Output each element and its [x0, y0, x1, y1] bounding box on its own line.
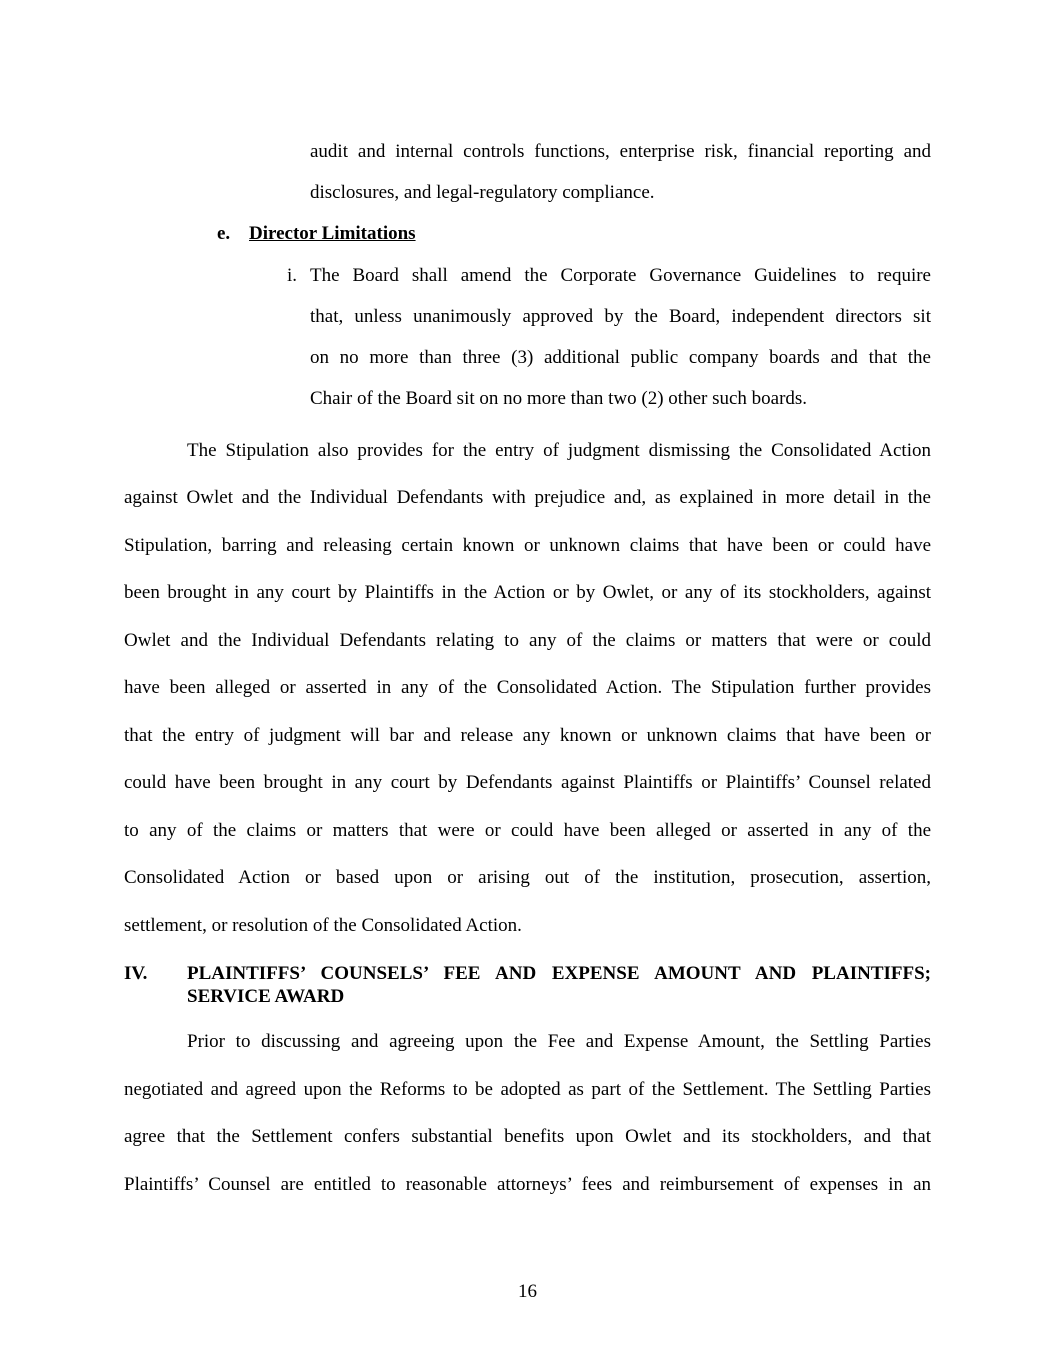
intro-line-1: audit and internal controls functions, enterprise risk, financial reporting and	[310, 141, 931, 162]
para1-line-8: could have been brought in any court by Defendants against Plaintiffs or Plaintiffs’ Counsel related	[124, 772, 931, 793]
item-i-line-2: that, unless unanimously approved by the Board, independent directors sit	[310, 306, 931, 327]
para1-line-4: been brought in any court by Plaintiffs in the Action or by Owlet, or any of its stockholders, against	[124, 582, 931, 603]
item-i-line-4: Chair of the Board sit on no more than two (2) other such boards.	[310, 388, 808, 409]
para1-line-10: Consolidated Action or based upon or arising out of the institution, prosecution, assertion,	[124, 867, 931, 888]
para2-line-2: negotiated and agreed upon the Reforms to be adopted as part of the Settlement. The Settling Parties	[124, 1079, 931, 1100]
para1-line-2: against Owlet and the Individual Defendants with prejudice and, as explained in more detail in the	[124, 487, 931, 508]
item-i-line-1: The Board shall amend the Corporate Governance Guidelines to require	[310, 265, 931, 286]
section-e-title: Director Limitations	[249, 223, 416, 244]
item-i-marker: i.	[287, 265, 298, 286]
section-iv-title-line-2: SERVICE AWARD	[187, 986, 345, 1007]
para1-line-1: The Stipulation also provides for the entry of judgment dismissing the Consolidated Action	[187, 440, 931, 461]
section-e-label: e.	[217, 223, 231, 244]
para2-line-3: agree that the Settlement confers substantial benefits upon Owlet and its stockholders, and that	[124, 1126, 931, 1147]
para1-line-7: that the entry of judgment will bar and release any known or unknown claims that have been or	[124, 725, 931, 746]
para2-line-4: Plaintiffs’ Counsel are entitled to reasonable attorneys’ fees and reimbursement of expenses in an	[124, 1174, 931, 1195]
para1-line-11: settlement, or resolution of the Consolidated Action.	[124, 915, 522, 936]
para1-line-6: have been alleged or asserted in any of the Consolidated Action. The Stipulation further provides	[124, 677, 931, 698]
para1-line-3: Stipulation, barring and releasing certain known or unknown claims that have been or could have	[124, 535, 931, 556]
para1-line-9: to any of the claims or matters that were or could have been alleged or asserted in any of the	[124, 820, 931, 841]
para2-line-1: Prior to discussing and agreeing upon the Fee and Expense Amount, the Settling Parties	[187, 1031, 931, 1052]
item-i-line-3: on no more than three (3) additional public company boards and that the	[310, 347, 931, 368]
section-iv-title-line-1: PLAINTIFFS’ COUNSELS’ FEE AND EXPENSE AMOUNT AND PLAINTIFFS;	[187, 963, 931, 984]
para1-line-5: Owlet and the Individual Defendants relating to any of the claims or matters that were or could	[124, 630, 931, 651]
intro-line-2: disclosures, and legal-regulatory compliance.	[310, 182, 655, 203]
page-number: 16	[518, 1281, 537, 1302]
section-iv-number: IV.	[124, 963, 148, 984]
